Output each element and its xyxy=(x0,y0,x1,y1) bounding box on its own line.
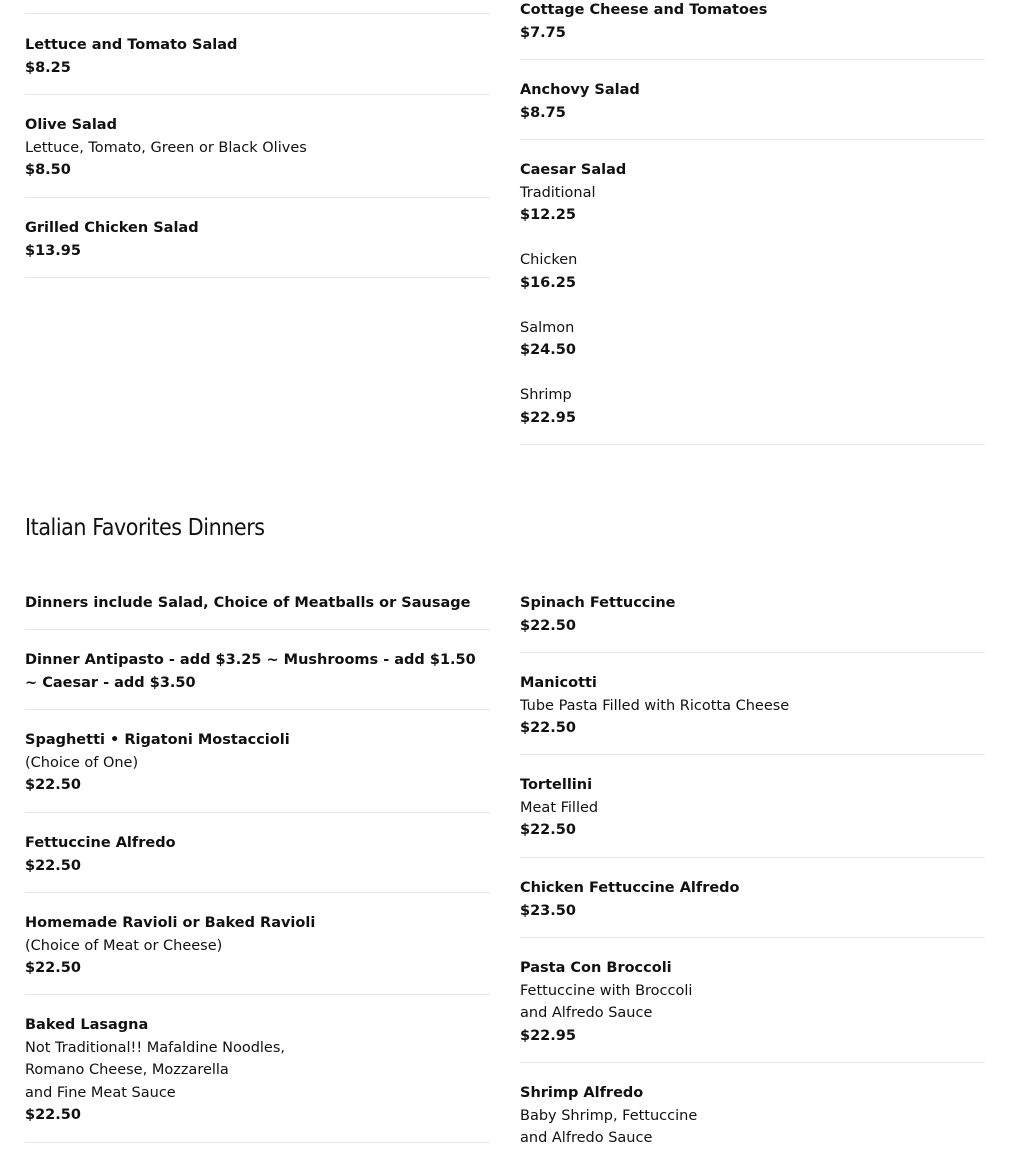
divider xyxy=(520,652,985,653)
item-name: Anchovy Salad xyxy=(520,82,640,98)
variant-label: Traditional xyxy=(520,184,596,201)
divider xyxy=(520,444,985,445)
item-price: $22.50 xyxy=(25,777,81,793)
item-price: $13.95 xyxy=(25,242,81,259)
item-description: Baby Shrimp, Fettuccine and Alfredo Sauce xyxy=(520,1107,698,1146)
divider xyxy=(25,629,490,630)
menu-item-caesar-salad xyxy=(520,159,985,429)
item-description: Not Traditional!! Mafaldine Noodles, Romano Cheese, Mozzarella and Fine Meat Sauce xyxy=(25,1039,286,1101)
divider xyxy=(25,812,490,813)
divider xyxy=(25,994,490,995)
menu-item-lettuce-tomato-salad xyxy=(25,34,490,79)
menu-item-manicotti xyxy=(520,672,985,740)
menu-item-anchovy-salad xyxy=(520,79,985,124)
item-name: Spinach Fettuccine xyxy=(520,595,676,611)
menu-item-baked-lasagna xyxy=(25,1014,490,1127)
item-name: Lettuce and Tomato Salad xyxy=(25,37,238,53)
item-price: $22.50 xyxy=(25,1107,81,1123)
divider xyxy=(25,1142,490,1143)
item-description: Tube Pasta Filled with Ricotta Cheese xyxy=(520,697,790,714)
divider xyxy=(25,892,490,893)
divider xyxy=(25,197,490,198)
item-name: Caesar Salad xyxy=(520,162,627,178)
item-price: $7.75 xyxy=(520,24,566,41)
item-name: Spaghetti • Rigatoni Mostaccioli xyxy=(25,732,290,748)
divider xyxy=(520,754,985,755)
item-price: $22.50 xyxy=(25,960,81,976)
item-price: $22.50 xyxy=(25,857,81,874)
menu-item-chicken-fettuccine-alfredo xyxy=(520,877,985,922)
menu-item-cottage-cheese-tomatoes xyxy=(520,0,985,44)
item-name: Dinner Antipasto - add $3.25 ~ Mushrooms - add $1.50 ~ Caesar - add $3.50 xyxy=(25,652,476,691)
divider xyxy=(520,1062,985,1063)
item-name: Tortellini xyxy=(520,777,593,793)
item-description: (Choice of One) xyxy=(25,754,139,771)
divider xyxy=(520,59,985,60)
item-name: Manicotti xyxy=(520,675,597,691)
variant-label: Shrimp xyxy=(520,387,572,403)
menu-item-fettuccine-alfredo xyxy=(25,832,490,877)
divider xyxy=(25,277,490,278)
item-name: Homemade Ravioli or Baked Ravioli xyxy=(25,915,316,931)
divider xyxy=(520,857,985,858)
item-price: $22.50 xyxy=(520,617,576,634)
menu-item-olive-salad xyxy=(25,114,490,182)
item-price: $8.50 xyxy=(25,162,71,178)
variant-price: $24.50 xyxy=(520,342,576,358)
variant-price: $12.25 xyxy=(520,207,576,223)
menu-item-pasta-con-broccoli xyxy=(520,957,985,1047)
menu-item-grilled-chicken-salad xyxy=(25,217,490,262)
menu-item-ravioli xyxy=(25,912,490,980)
item-price: $22.50 xyxy=(520,720,576,736)
variant-label: Salmon xyxy=(520,319,575,336)
divider xyxy=(25,709,490,710)
divider xyxy=(520,139,985,140)
item-description: Lettuce, Tomato, Green or Black Olives xyxy=(25,139,307,156)
item-description: Meat Filled xyxy=(520,799,599,816)
menu-note-dinners-include xyxy=(25,592,490,615)
menu-item-spinach-fettuccine xyxy=(520,592,985,637)
item-name: Fettuccine Alfredo xyxy=(25,835,176,851)
item-price: $23.50 xyxy=(520,902,576,919)
item-name: Shrimp Alfredo xyxy=(520,1085,644,1101)
menu-item-shrimp-alfredo xyxy=(520,1082,985,1150)
item-price: $22.95 xyxy=(520,1027,576,1044)
menu-note-addons xyxy=(25,649,490,694)
menu-item-tortellini xyxy=(520,774,985,842)
item-description: (Choice of Meat or Cheese) xyxy=(25,937,223,954)
variant-price: $16.25 xyxy=(520,274,576,291)
item-name: Grilled Chicken Salad xyxy=(25,220,199,236)
item-price: $22.50 xyxy=(520,822,576,838)
section-title: Italian Favorites Dinners xyxy=(25,515,265,541)
menu-item-spaghetti-rigatoni xyxy=(25,729,490,797)
item-name: Dinners include Salad, Choice of Meatballs or Sausage xyxy=(25,595,471,611)
item-name: Baked Lasagna xyxy=(25,1017,149,1033)
divider xyxy=(25,13,490,14)
item-name: Chicken Fettuccine Alfredo xyxy=(520,880,740,896)
item-price: $8.25 xyxy=(25,59,71,76)
item-name: Olive Salad xyxy=(25,117,117,133)
divider xyxy=(520,937,985,938)
item-price: $8.75 xyxy=(520,104,566,121)
variant-label: Chicken xyxy=(520,252,578,268)
item-name: Cottage Cheese and Tomatoes xyxy=(520,2,768,18)
item-name: Pasta Con Broccoli xyxy=(520,960,672,976)
item-description: Fettuccine with Broccoli and Alfredo Sauce xyxy=(520,982,693,1021)
divider xyxy=(25,94,490,95)
variant-price: $22.95 xyxy=(520,409,576,426)
